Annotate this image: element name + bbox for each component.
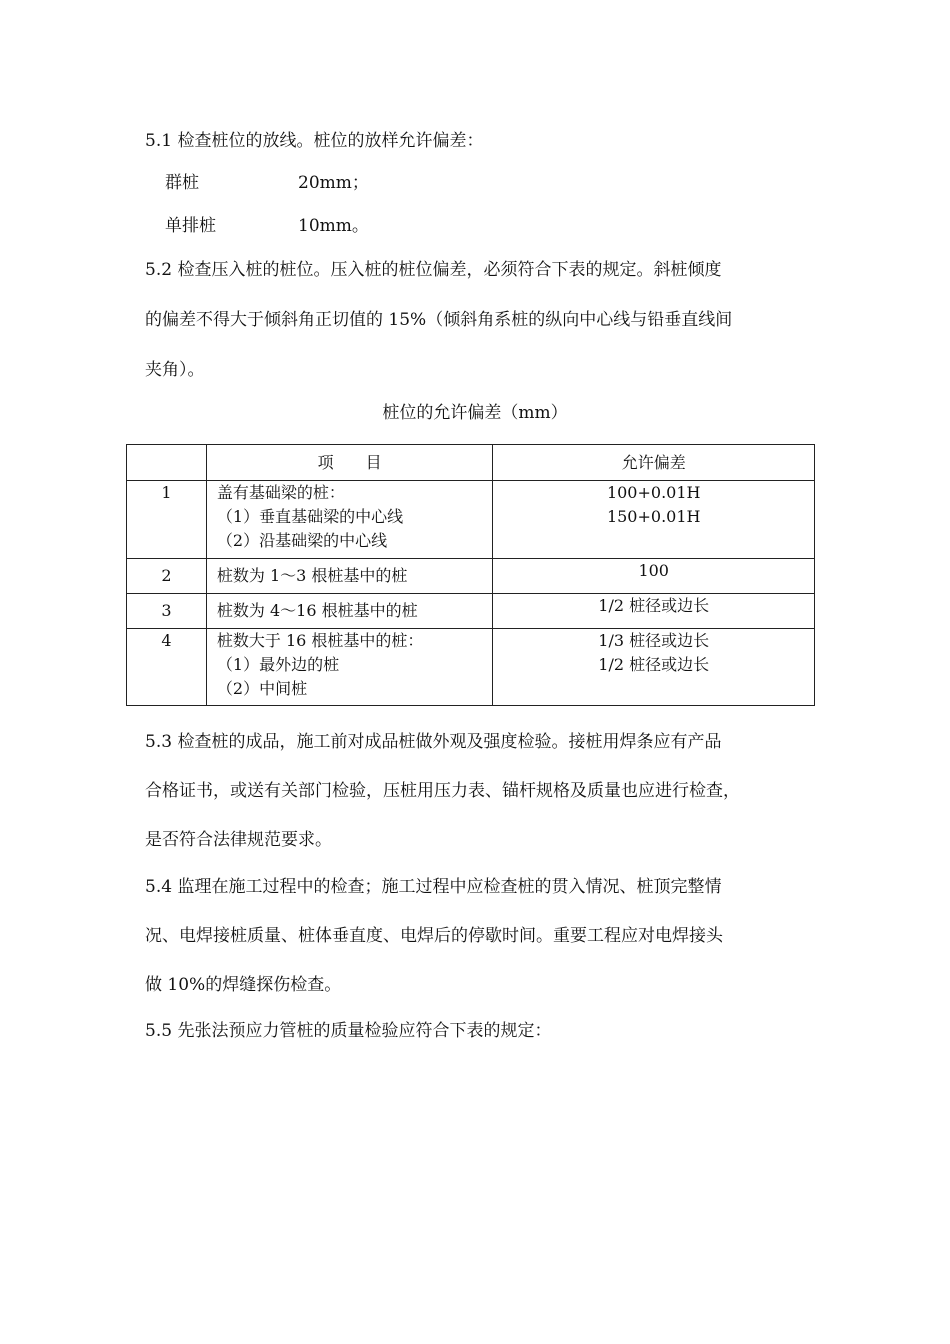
- row-tolerance: [493, 594, 815, 629]
- row-item: [206, 559, 493, 594]
- tolerance-item-label: 群桩: [165, 173, 199, 193]
- row-number: 1: [127, 481, 207, 559]
- section-5-2-line-2: 的偏差不得大于倾斜角正切值的 15%（倾斜角系桩的纵向中心线与铅垂直线间: [145, 310, 733, 330]
- section-5-4-line-2: 况、电焊接桩质量、桩体垂直度、电焊后的停歇时间。重要工程应对电焊接头: [145, 926, 723, 946]
- section-5-2-line-1: 5.2 检查压入桩的桩位。压入桩的桩位偏差，必须符合下表的规定。斜桩倾度: [145, 260, 722, 280]
- table-row: [127, 481, 815, 559]
- section-5-1-text: 5.1 检查桩位的放线。桩位的放样允许偏差：: [145, 131, 484, 151]
- row-tolerance: [493, 629, 815, 706]
- pile-position-tolerance-table: [126, 444, 815, 706]
- item-line: 桩数为 1～3 根桩基中的桩: [216, 566, 408, 585]
- item-line: 桩数为 4～16 根桩基中的桩: [216, 601, 418, 620]
- tolerance-line: 100: [638, 561, 669, 580]
- item-line: （2）沿基础梁的中心线: [216, 531, 388, 550]
- table-header-cell: 允许偏差: [493, 445, 815, 481]
- section-5-3-line-3: 是否符合法律规范要求。: [145, 830, 332, 850]
- section-5-2-line-3: 夹角）。: [145, 360, 205, 380]
- row-number: 2: [127, 559, 207, 594]
- section-5-4-line-3: 做 10%的焊缝探伤检查。: [145, 975, 342, 995]
- row-number: 3: [127, 594, 207, 629]
- table-row: [127, 594, 815, 629]
- item-line: 桩数大于 16 根桩基中的桩：: [216, 631, 424, 650]
- row-item: [206, 594, 493, 629]
- table-header-row: [127, 445, 815, 481]
- section-5-5-text: 5.5 先张法预应力管桩的质量检验应符合下表的规定：: [145, 1021, 552, 1041]
- table-caption: 桩位的允许偏差（mm）: [382, 403, 568, 423]
- tolerance-item-group-pile: [165, 172, 369, 194]
- item-line: 盖有基础梁的桩：: [216, 483, 345, 502]
- section-5-3-line-2: 合格证书，或送有关部门检验，压桩用压力表、锚杆规格及质量也应进行检查，: [145, 781, 740, 801]
- item-line: （2）中间桩: [216, 679, 308, 698]
- row-item: [206, 481, 493, 559]
- row-item: [206, 629, 493, 706]
- tolerance-line: 1/2 桩径或边长: [598, 655, 710, 674]
- table-header-cell: [127, 445, 207, 481]
- table-header-cell: 项 目: [206, 445, 493, 481]
- tolerance-line: 1/3 桩径或边长: [598, 631, 710, 650]
- section-5-3-line-1: 5.3 检查桩的成品，施工前对成品桩做外观及强度检验。接桩用焊条应有产品: [145, 732, 722, 752]
- table-row: [127, 559, 815, 594]
- row-tolerance: [493, 481, 815, 559]
- tolerance-item-value: 10mm。: [298, 216, 369, 236]
- item-line: （1）最外边的桩: [216, 655, 340, 674]
- tolerance-line: 100+0.01H: [606, 483, 701, 502]
- row-number: 4: [127, 629, 207, 706]
- tolerance-item-value: 20mm；: [298, 173, 369, 193]
- section-5-4-line-1: 5.4 监理在施工过程中的检查；施工过程中应检查桩的贯入情况、桩顶完整情: [145, 877, 722, 897]
- tolerance-item-single-row-pile: [165, 215, 369, 237]
- table-row: [127, 629, 815, 706]
- tolerance-line: 150+0.01H: [606, 507, 701, 526]
- item-line: （1）垂直基础梁的中心线: [216, 507, 404, 526]
- row-tolerance: [493, 559, 815, 594]
- tolerance-line: 1/2 桩径或边长: [598, 596, 710, 615]
- tolerance-item-label: 单排桩: [165, 216, 216, 236]
